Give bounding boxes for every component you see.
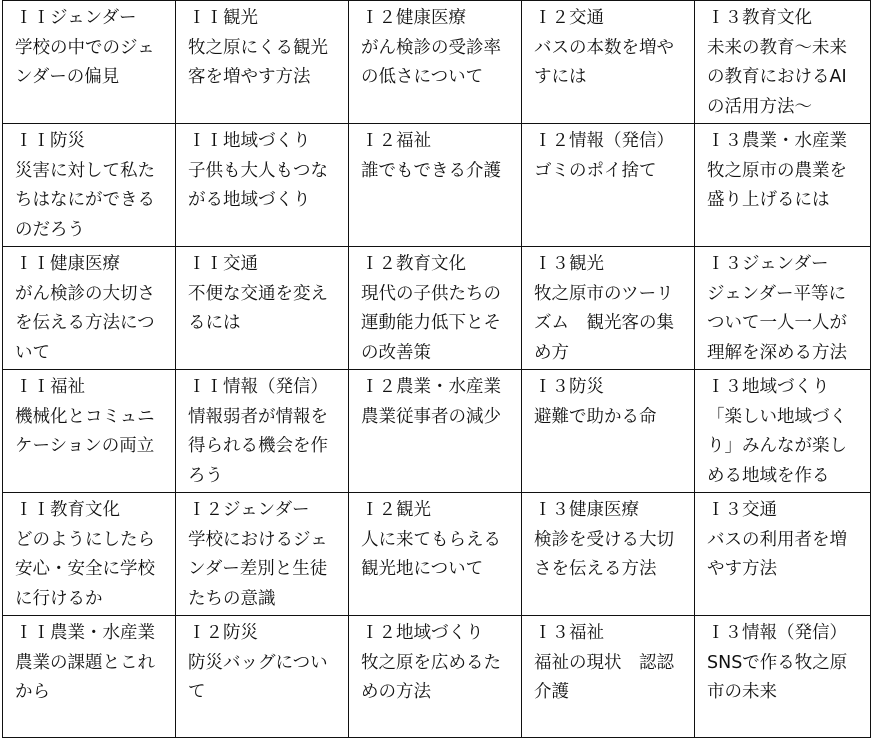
cell-topic-text: ゴミのポイ捨て [534,160,657,181]
cell-category-label: ＩＩ観光 [188,8,258,28]
table-row [3,493,871,616]
cell-topic-text: の低さについて [361,67,484,88]
cell-category-label: Ｉ３地域づくり [707,377,830,397]
cell-topic-text: ジェンダー平等に [707,283,846,304]
cell-topic-text: バスの本数を増や [534,37,674,58]
cell-topic-text: 情報弱者が情報を [188,406,328,427]
cell-topic-text: 機械化とコミュニ [15,406,155,427]
table-cell [349,124,522,247]
table-cell [3,616,176,738]
table-cell [349,247,522,370]
cell-category-label: ＩＩジェンダー [15,8,137,28]
table-cell [3,124,176,247]
cell-topic-text: ついて一人一人が [707,313,847,334]
cell-category-label: ＩＩ情報（発信） [188,377,328,397]
table-cell [522,370,695,493]
table-cell [3,1,176,124]
cell-topic-text: 盛り上げるには [707,190,830,211]
table-cell [3,493,176,616]
cell-category-label: Ｉ３農業・水産業 [707,131,847,151]
table-cell [695,493,871,616]
table-cell [176,247,349,370]
cell-category-label: ＩＩ健康医療 [15,254,120,274]
cell-topic-text: ケーションの両立 [15,436,155,457]
cell-category-label: ＩＩ福祉 [15,377,85,397]
table-cell [349,1,522,124]
cell-topic-text: に行けるか [15,588,103,609]
cell-topic-text: 災害に対して私た [15,160,155,181]
cell-topic-text: から [15,682,50,703]
table-row [3,124,871,247]
cell-topic-text: 未来の教育～未来 [707,37,847,58]
cell-category-label: Ｉ３教育文化 [707,8,812,28]
cell-topic-text: 学校の中でのジェ [15,37,155,58]
cell-topic-text: 農業従事者の減少 [361,406,501,427]
cell-topic-text: 市の未来 [707,682,777,703]
table-cell [3,247,176,370]
cell-category-label: ＩＩ地域づくり [188,131,311,151]
cell-topic-text: 牧之原市のツーリ [534,283,674,304]
cell-topic-text: ンダーの偏見 [15,67,120,88]
cell-topic-text: 理解を深める方法 [707,342,847,363]
cell-category-label: ＩＩ交通 [188,254,258,274]
cell-topic-text: て [188,682,206,703]
cell-topic-text: 安心・安全に学校 [15,559,155,580]
cell-topic-text: の改善策 [361,342,431,363]
table-cell [3,370,176,493]
cell-topic-text: 防災バッグについ [188,652,328,673]
table-row [3,247,871,370]
cell-topic-text: やす方法 [707,559,777,580]
cell-topic-text: 牧之原市の農業を [707,160,847,181]
table-cell [176,493,349,616]
cell-category-label: ＩＩ教育文化 [15,500,120,520]
cell-category-label: Ｉ２地域づくり [361,623,484,643]
cell-topic-text: ンダー差別と生徒 [188,559,328,580]
table-cell [695,124,871,247]
cell-category-label: Ｉ２農業・水産業 [361,377,501,397]
cell-category-label: Ｉ２観光 [361,500,431,520]
cell-topic-text: 牧之原にくる観光 [188,37,328,58]
cell-category-label: Ｉ２教育文化 [361,254,466,274]
cell-topic-text: り」みんなが楽し [707,436,847,457]
table-cell [695,370,871,493]
table-row [3,370,871,493]
cell-topic-text: 人に来てもらえる [361,529,501,550]
table-cell [176,370,349,493]
cell-topic-text: 避難で助かる命 [534,406,657,427]
cell-category-label: Ｉ３交通 [707,500,777,520]
cell-category-label: ＩＩ農業・水産業 [15,623,155,643]
cell-topic-text: どのようにしたら [15,529,155,550]
cell-topic-text: すには [534,67,587,88]
table-cell [176,124,349,247]
cell-topic-text: 運動能力低下とそ [361,313,501,334]
table-row [3,1,871,124]
table-cell [522,616,695,738]
cell-topic-text: いて [15,342,50,363]
cell-category-label: Ｉ３ジェンダー [707,254,829,274]
cell-category-label: ＩＩ防災 [15,131,85,151]
table-cell [695,247,871,370]
table-cell [349,493,522,616]
cell-topic-text: たちの意識 [188,588,276,609]
topics-table [2,0,871,738]
table-cell [522,124,695,247]
table-cell [695,1,871,124]
cell-category-label: Ｉ２交通 [534,8,604,28]
cell-category-label: Ｉ２情報（発信） [534,131,674,151]
table-row [3,616,871,738]
cell-topic-text: 牧之原を広めるた [361,652,501,673]
cell-category-label: Ｉ３情報（発信） [707,623,847,643]
table-cell [522,247,695,370]
cell-topic-text: さを伝える方法 [534,559,657,580]
cell-topic-text: の活用方法～ [707,96,812,117]
cell-topic-text: 観光地について [361,559,484,580]
cell-topic-text: ちはなにができる [15,190,155,211]
cell-topic-text: を伝える方法につ [15,313,155,334]
cell-topic-text: 福祉の現状 認認 [534,652,674,673]
cell-category-label: Ｉ３観光 [534,254,604,274]
cell-topic-text: がる地域づくり [188,190,311,211]
cell-topic-text: め方 [534,342,569,363]
table-cell [522,1,695,124]
cell-topic-text: めの方法 [361,682,431,703]
table-cell [176,616,349,738]
table-cell [349,616,522,738]
cell-category-label: Ｉ２福祉 [361,131,431,151]
table-cell [176,1,349,124]
cell-topic-text: 検診を受ける大切 [534,529,674,550]
cell-topic-text: SNSで作る牧之原 [707,652,848,673]
cell-topic-text: 不便な交通を変え [188,283,328,304]
cell-topic-text: 農業の課題とこれ [15,652,155,673]
cell-category-label: Ｉ３防災 [534,377,604,397]
cell-category-label: Ｉ３福祉 [534,623,604,643]
cell-category-label: Ｉ３健康医療 [534,500,639,520]
cell-topic-text: の教育におけるAI [707,67,847,88]
cell-topic-text: るには [188,313,241,334]
cell-topic-text: 学校におけるジェ [188,529,328,550]
cell-category-label: Ｉ２ジェンダー [188,500,310,520]
cell-category-label: Ｉ２健康医療 [361,8,466,28]
cell-category-label: Ｉ２防災 [188,623,258,643]
cell-topic-text: ズム 観光客の集 [534,313,674,334]
cell-topic-text: 誰でもできる介護 [361,160,501,181]
cell-topic-text: バスの利用者を増 [707,529,847,550]
cell-topic-text: がん検診の大切さ [15,283,155,304]
table-cell [349,370,522,493]
table-cell [695,616,871,738]
cell-topic-text: 子供も大人もつな [188,160,328,181]
cell-topic-text: める地域を作る [707,465,830,486]
cell-topic-text: のだろう [15,219,85,240]
cell-topic-text: 介護 [534,682,569,703]
cell-topic-text: 「楽しい地域づく [707,406,847,427]
table-cell [522,493,695,616]
cell-topic-text: ろう [188,465,223,486]
cell-topic-text: 客を増やす方法 [188,67,311,88]
cell-topic-text: 得られる機会を作 [188,436,328,457]
cell-topic-text: がん検診の受診率 [361,37,501,58]
cell-topic-text: 現代の子供たちの [361,283,501,304]
